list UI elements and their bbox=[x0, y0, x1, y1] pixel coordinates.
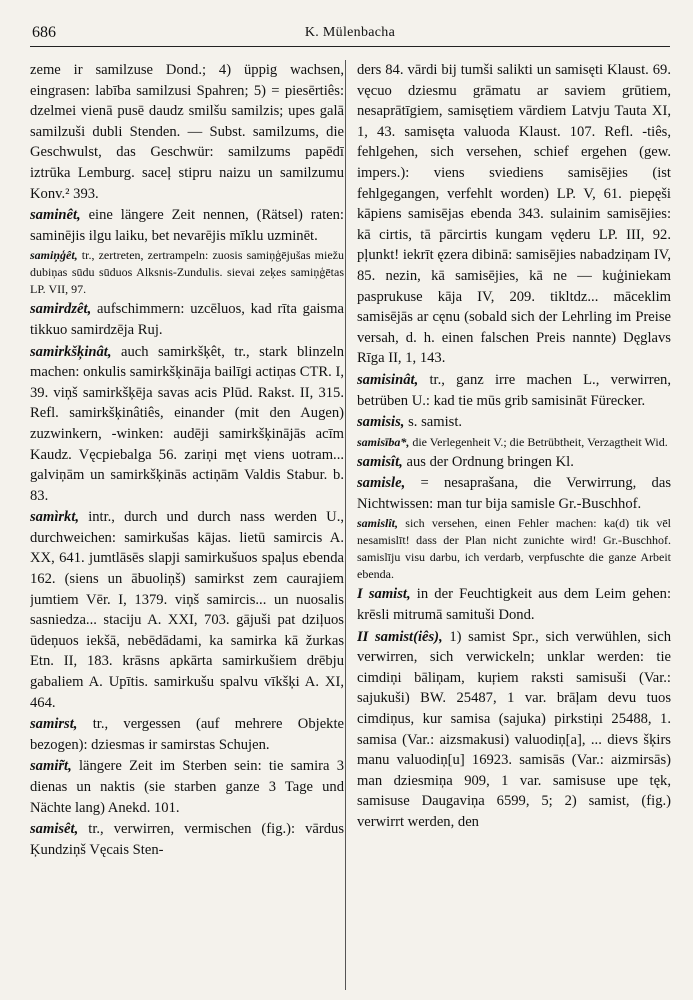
entry-headword: samisis, bbox=[357, 414, 405, 431]
dictionary-entry bbox=[357, 370, 671, 411]
page-header bbox=[30, 22, 670, 47]
entry-text: ders 84. vārdi bij tumši salikti un samisęti Klaust. 69. vęcuo dziesmu grāmatu ar saviem grūtiem, nesaprātīgiem, samisętiem vārdiem Latvju Tauta XI, 1, 43. samisęta valuoda Klaust. 107. Refl. -tiês, fehlgehen, sich versehen, schief ergehen (gew. impers.): viens sviediens samisējies (ist fehlgegangen, verfehlt worden) LP. V, 61. piepęši kāpiens samisējas ebenda 343. sulainim samisējies: kā cirtis, tā pārcirtis kungam vęderu LP. III, 92. pļunkt! iekrīt ęzera dibinā: samisējies nabadziņam IV, 85. nezin, kā samisējies, kā ne — kuģiniekam pasprukuse kāja IV, 209. tikltdz... māceklim samisējās ar cęnu (sobald sich der Lehrling im Preise versah, d. h. einen falschen Preis nannte) Dęglavs Rīga II, 1, 143. bbox=[357, 62, 671, 367]
entry-headword: samisinât, bbox=[357, 371, 419, 388]
entry-headword: samisle, bbox=[357, 475, 406, 492]
dictionary-entry bbox=[357, 627, 671, 833]
entry-headword: samir̃t, bbox=[30, 758, 72, 775]
entry-text: = nesaprašana, die Verwirrung, das Nichtwissen: man tur bija samisle Gr.-Buschhof. bbox=[357, 475, 671, 512]
dictionary-entry bbox=[30, 60, 344, 204]
dictionary-entry bbox=[357, 473, 671, 514]
entry-headword: samiņģêt, bbox=[30, 248, 78, 263]
entry-headword: samirdzêt, bbox=[30, 301, 92, 318]
entry-headword: samirst, bbox=[30, 716, 78, 733]
entry-text: längere Zeit im Sterben sein: tie samira 3 dienas un naktis (sie starben ganze 3 Tage und Nächte lang) Anekd. 101. bbox=[30, 758, 344, 816]
dictionary-entry bbox=[357, 434, 671, 451]
dictionary-entry bbox=[30, 756, 344, 818]
running-head: K. Mülenbacha bbox=[304, 25, 396, 40]
entry-text: die Verlegenheit V.; die Betrübtheit, Verzagtheit Wid. bbox=[409, 434, 668, 449]
dictionary-entry bbox=[357, 60, 671, 369]
dictionary-entry bbox=[30, 342, 344, 507]
column-divider bbox=[345, 60, 346, 990]
entry-headword: saminêt, bbox=[30, 207, 81, 224]
dictionary-entry bbox=[30, 819, 344, 860]
entry-headword: samislît, bbox=[357, 516, 399, 531]
entry-text: zeme ir samilzuse Dond.; 4) üppig wachsen, eingrasen: labība samilzusi Spahren; 5) = piesērtiês: dzelmei vienā pusē daudz smilšu samilzis; upes galā samilzuši dubli Stenden. — Subst. samilzums, die Geschwulst, das Geschwür: samilzums papēdī iztrūka Lemburg. saceļ stipru naizu un samilzumu Konv.² 393. bbox=[30, 62, 344, 202]
dictionary-entry bbox=[30, 205, 344, 246]
entry-headword: samisît, bbox=[357, 453, 403, 470]
page-number: 686 bbox=[32, 24, 56, 41]
entry-headword: samisêt, bbox=[30, 821, 79, 838]
entry-text: aus der Ordnung bringen Kl. bbox=[402, 453, 574, 470]
entry-text: 1) samist Spr., sich verwühlen, sich verwirren, sich verwickeln; unklar werden: tie cimdiņi bāliņam, kuŗiem raksti samisuši (Var.: sajukuši) BW. 25487, 1 var. brāļam devu tuos cimdiņus, kur samisa (sajuka) pirkstiņi 25488, 1. samisa (Var.: aizsmakusi) valuodiņ[a], ... dievs šķirs manu valuodiņ[u] 16923. samisās (Var.: aizmirsās) man dziesmiņa 909, 1 var. samisuse upe tęk, samisuse Daugaviņa 6599, 5; 2) samist, (fig.) verwirrt werden, den bbox=[357, 628, 671, 830]
dictionary-entry bbox=[30, 247, 344, 298]
entry-text: sich versehen, einen Fehler machen: ka(d) tik vēl nesamislīt! dass der Plan nicht zunichte wird! Gr.-Buschhof. samislīju visu darbu, ich verdarb, verpfuschte die ganze Arbeit ebenda. bbox=[357, 516, 671, 582]
entry-headword: samisība*, bbox=[357, 434, 410, 449]
entry-text: intr., durch und durch nass werden U., durchweichen: samirkušas kājas. lietū samircis A. XX, 641. jumtlāsēs slapji samirkušuos spaļus ebenda 162. (siens un ābuoliņš) samirkst zem caurajiem jumtiem Vēr. I, 1379. viņš samircis... un nuosalis sasniedza... staciju A. XXI, 703. gājuši pat dziļuos ūdeņuos iekšā, nebēdādami, ka samirka kā žurkas Etn. II, 183. krāsns apkārta samirkušiem drēbju gabaliem A. Upītis. samirkušu spalvu vīkšķi A. XI, 464. bbox=[30, 509, 344, 711]
dictionary-entry bbox=[30, 299, 344, 340]
entry-headword: samìrkt, bbox=[30, 509, 80, 526]
entry-text: auch samirkšķêt, tr., stark blinzeln machen: onkulis samirkšķināja bailīgi actiņas CTR. I, 39. viņš samirkšķēja savas acis Plūd. Rakst. II, 315. Refl. samirkšķinâtiês, einander (mit den Augen) zuzwinkern, -winken: audēji samirkšķinājās acīm Kaudz. Vęcpiebalga 56. zariņi męt viens uotram... galviņām un samirkšķinās actiņām Valdis Stabur. b. 83. bbox=[30, 343, 344, 504]
right-column bbox=[357, 60, 671, 992]
dictionary-entry bbox=[357, 515, 671, 583]
entry-text: eine längere Zeit nennen, (Rätsel) raten: saminējis ilgu laiku, bet nevarējis mīklu uzminēt. bbox=[30, 207, 344, 244]
entry-text: tr., ganz irre machen L., verwirren, betrüben U.: kad tie mūs grib samisināt Fürecker. bbox=[357, 371, 671, 409]
dictionary-entry bbox=[357, 452, 671, 473]
entry-headword: samirkšķinât, bbox=[30, 343, 112, 360]
dictionary-entry bbox=[30, 714, 344, 755]
entry-text: tr., verwirren, vermischen (fig.): vārdus Ķundziņš Vęcais Sten- bbox=[30, 821, 344, 858]
dictionary-entry bbox=[30, 507, 344, 713]
entry-headword: I samist, bbox=[357, 586, 411, 603]
entry-text: s. samist. bbox=[404, 414, 463, 431]
entry-headword: II samist(iês), bbox=[357, 628, 443, 645]
dictionary-entry bbox=[357, 412, 671, 433]
entry-text: in der Feuchtigkeit aus dem Leim gehen: krēsli mitrumā samituši Dond. bbox=[357, 586, 671, 624]
dictionary-entry bbox=[357, 584, 671, 625]
left-column bbox=[30, 60, 344, 992]
entry-text: tr., vergessen (auf mehrere Objekte bezogen): dziesmas ir samirstas Schujen. bbox=[30, 716, 344, 753]
entry-text: tr., zertreten, zertrampeln: zuosis samiņģējušas miežu dubiņas sūdu sūduos Alksnis-Zundulis. sievai zeķes samiņģētas LP. VII, 97. bbox=[30, 248, 344, 297]
entry-text: aufschimmern: uzcēluos, kad rīta gaisma tikkuo samirdzēja Ruj. bbox=[30, 301, 344, 338]
